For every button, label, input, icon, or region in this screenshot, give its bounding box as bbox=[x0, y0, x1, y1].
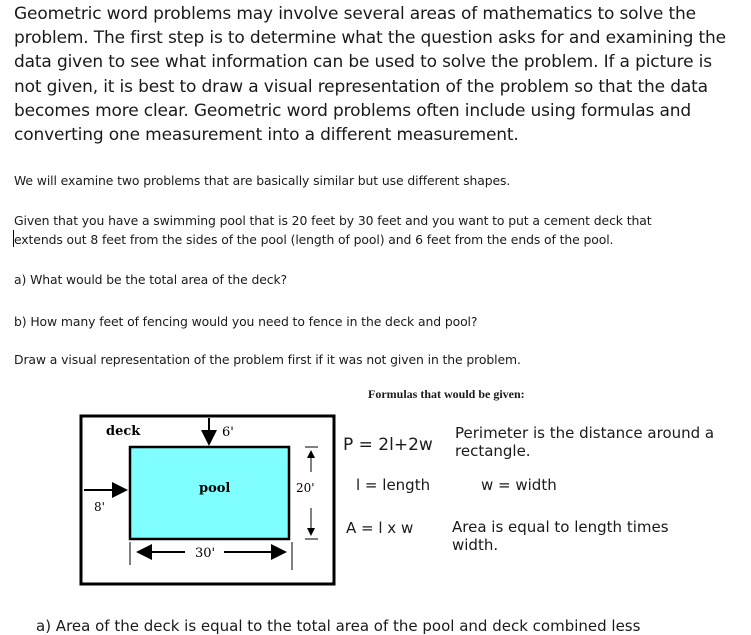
bottom-answer-line: a) Area of the deck is equal to the total area of the pool and deck combined less bbox=[36, 617, 641, 635]
draw-instruction: Draw a visual representation of the problem first if it was not given in the problem. bbox=[14, 352, 521, 367]
formulas-title: Formulas that would be given: bbox=[368, 387, 525, 401]
question-a: a) What would be the total area of the deck? bbox=[14, 272, 288, 287]
six-foot-label: 6' bbox=[222, 425, 234, 440]
twenty-foot-label: 20' bbox=[296, 481, 315, 495]
pool-label: pool bbox=[199, 481, 231, 496]
intro-paragraph: Geometric word problems may involve several areas of mathematics to solve the problem. The first step is to determine what the question asks for and examining the data given to see what information can be used to solve the problem. If a picture is not given, it is best to draw a visual representation of the problem so that the data becomes more clear. Geometric word problems often include using formulas and converting one measurement into a different measurement. bbox=[14, 4, 726, 146]
area-desc-1: Area is equal to length times bbox=[452, 518, 669, 536]
perimeter-formula: P = 2l+2w bbox=[343, 435, 433, 455]
width-definition: w = width bbox=[481, 476, 557, 494]
question-b: b) How many feet of fencing would you need to fence in the deck and pool? bbox=[14, 314, 478, 329]
given-line-1: Given that you have a swimming pool that is 20 feet by 30 feet and you want to put a cement deck that bbox=[14, 213, 652, 228]
problem-intro-line: We will examine two problems that are basically similar but use different shapes. bbox=[14, 173, 511, 188]
thirty-foot-label: 30' bbox=[195, 546, 216, 561]
perimeter-desc-2: rectangle. bbox=[455, 442, 531, 460]
given-line-2: extends out 8 feet from the sides of the pool (length of pool) and 6 feet from the ends of the pool. bbox=[14, 232, 614, 247]
deck-label: deck bbox=[106, 424, 141, 439]
area-desc-2: width. bbox=[452, 536, 499, 554]
perimeter-desc-1: Perimeter is the distance around a bbox=[455, 424, 715, 442]
area-formula: A = l x w bbox=[346, 519, 414, 537]
pool-deck-diagram bbox=[0, 400, 340, 595]
eight-foot-label: 8' bbox=[94, 500, 105, 514]
length-definition: l = length bbox=[356, 476, 431, 494]
